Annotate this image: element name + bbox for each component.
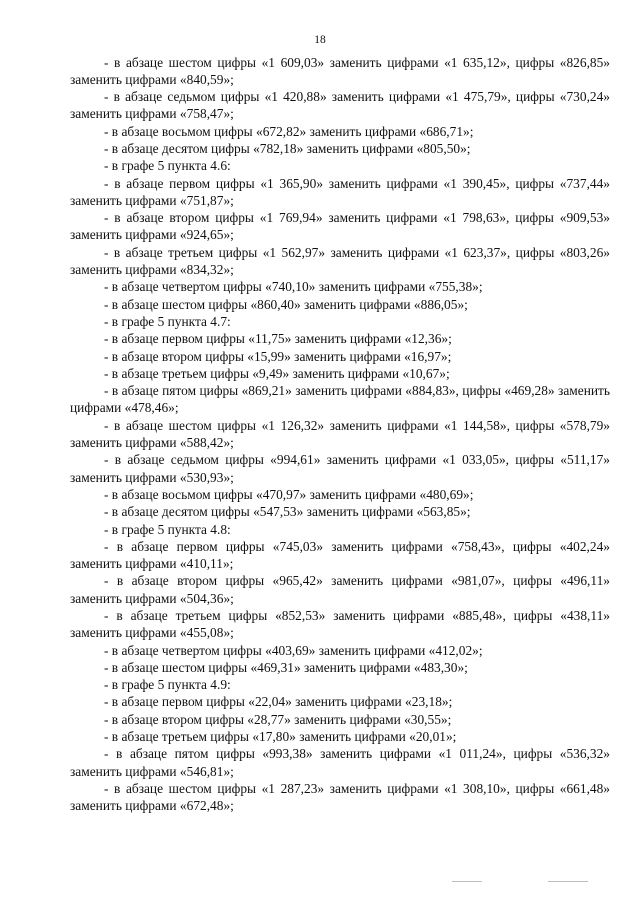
scan-artifact [452, 881, 482, 882]
section-heading: - в графе 5 пункта 4.6: [104, 158, 231, 174]
list-item: - в абзаце шестом цифры «1 126,32» заменить цифрами «1 144,58», цифры «578,79» заменить цифрами «588,42»; [70, 417, 610, 451]
list-item: - в абзаце четвертом цифры «740,10» заменить цифрами «755,38»; [104, 279, 483, 295]
section-heading: - в графе 5 пункта 4.7: [104, 313, 231, 329]
list-item: - в абзаце третьем цифры «852,53» заменить цифрами «885,48», цифры «438,11» заменить цифрами «455,08»; [70, 608, 610, 641]
list-item: - в абзаце третьем цифры «17,80» заменить цифрами «20,01»; [104, 729, 457, 745]
list-item: - в абзаце втором цифры «965,42» заменить цифрами «981,07», цифры «496,11» заменить цифрами «504,36»; [70, 573, 610, 606]
list-item: - в абзаце пятом цифры «993,38» заменить цифрами «1 011,24», цифры «536,32» заменить цифрами «546,81»; [70, 746, 610, 779]
list-item: - в абзаце восьмом цифры «470,97» заменить цифрами «480,69»; [104, 486, 474, 502]
list-item: - в абзаце шестом цифры «469,31» заменить цифрами «483,30»; [104, 659, 468, 675]
list-item: - в абзаце седьмом цифры «1 420,88» заменить цифрами «1 475,79», цифры «730,24» заменить цифрами «758,47»; [70, 89, 610, 122]
list-item: - в абзаце десятом цифры «782,18» заменить цифрами «805,50»; [104, 140, 471, 156]
page-number: 18 [314, 34, 326, 46]
list-item: - в абзаце первом цифры «22,04» заменить цифрами «23,18»; [104, 694, 453, 710]
list-item: - в абзаце восьмом цифры «672,82» заменить цифрами «686,71»; [104, 123, 474, 139]
list-item: - в абзаце первом цифры «1 365,90» заменить цифрами «1 390,45», цифры «737,44» заменить цифрами «751,87»; [70, 175, 610, 208]
list-item: - в абзаце первом цифры «11,75» заменить цифрами «12,36»; [104, 331, 452, 347]
list-item: - в абзаце шестом цифры «1 609,03» заменить цифрами «1 635,12», цифры «826,85» заменить цифрами «840,59»; [70, 54, 610, 87]
section-heading: - в графе 5 пункта 4.9: [104, 677, 231, 693]
list-item: - в абзаце четвертом цифры «403,69» заменить цифрами «412,02»; [104, 642, 483, 658]
list-item: - в абзаце втором цифры «28,77» заменить цифрами «30,55»; [104, 711, 452, 727]
list-item: - в абзаце первом цифры «745,03» заменить цифрами «758,43», цифры «402,24» заменить цифрами «410,11»; [70, 538, 610, 572]
list-item: - в абзаце шестом цифры «1 287,23» заменить цифрами «1 308,10», цифры «661,48» заменить цифрами «672,48»; [70, 780, 610, 814]
list-item: - в абзаце пятом цифры «869,21» заменить цифрами «884,83», цифры «469,28» заменить цифрами «478,46»; [70, 383, 610, 416]
list-item: - в абзаце десятом цифры «547,53» заменить цифрами «563,85»; [104, 504, 471, 520]
list-item: - в абзаце третьем цифры «1 562,97» заменить цифрами «1 623,37», цифры «803,26» заменить цифрами «834,32»; [70, 244, 610, 278]
document-body [70, 54, 610, 815]
list-item: - в абзаце втором цифры «15,99» заменить цифрами «16,97»; [104, 348, 452, 364]
list-item: - в абзаце шестом цифры «860,40» заменить цифрами «886,05»; [104, 296, 468, 312]
list-item: - в абзаце втором цифры «1 769,94» заменить цифрами «1 798,63», цифры «909,53» заменить цифрами «924,65»; [70, 210, 610, 243]
list-item: - в абзаце седьмом цифры «994,61» заменить цифрами «1 033,05», цифры «511,17» заменить цифрами «530,93»; [70, 452, 610, 485]
section-heading: - в графе 5 пункта 4.8: [104, 521, 231, 537]
list-item: - в абзаце третьем цифры «9,49» заменить цифрами «10,67»; [104, 365, 450, 381]
scan-artifact [548, 881, 588, 882]
